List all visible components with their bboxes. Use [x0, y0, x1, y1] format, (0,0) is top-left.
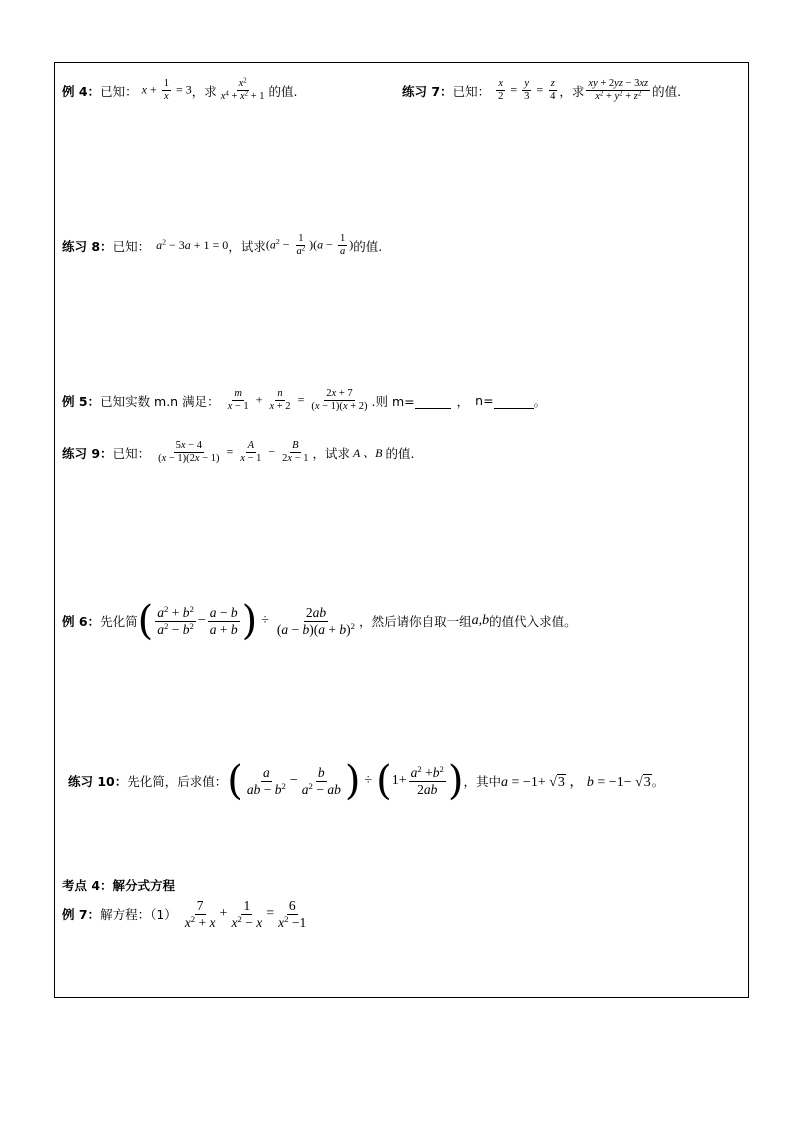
practice-8: 练习 8： 已知： $a^2 - 3a + 1 = 0$ ，试求 ($a^2$ − $\frac{1}{a^2}$ )(a − $\frac{1}{a}$ ) 的值. — [62, 233, 383, 258]
pr8-target: ($a^2$ − $\frac{1}{a^2}$ )(a − $\frac{1}{a}$ ) — [265, 233, 354, 258]
ex4-given: x + $\frac{1}{x}$ = 3 — [141, 78, 192, 103]
example-7: 例 7： 解方程：（1） $\frac{7}{x^2 + x}$ + $\frac{1}{x^2 - x}$ = $\frac{6}{x^2 -1}$ — [62, 898, 310, 930]
practice-7: 练习 7： 已知： $\frac{x}{2}$ = $\frac{y}{3}$ = $\frac{z}{4}$ ，求 $\frac{xy + 2yz - 3xz}{x^2 + y^2 + z^2}$ 的值. — [402, 78, 682, 103]
practice-10-label: 练习 10： — [68, 774, 128, 789]
example-5: 例 5： 已知实数 m.n 满足： $\frac{m}{x - 1}$ + $\frac{n}{x + 2}$ = $\frac{2x + 7}{(x - 1)(x + 2)}$ .则 m= ， n= 。 — [62, 388, 547, 413]
ex7-equation: $\frac{7}{x^2 + x}$ + $\frac{1}{x^2 - x}$ = $\frac{6}{x^2 -1}$ — [184, 898, 307, 930]
example-4-label: 例 4： — [62, 83, 101, 99]
key-point-4 — [62, 876, 175, 894]
practice-9: 练习 9： 已知： $\frac{5x - 4}{(x - 1)(2x - 1)}$ = $\frac{A}{x - 1}$ − $\frac{B}{2x - 1}$ ，试求 A 、B 的值. — [62, 440, 415, 465]
pr7-given: $\frac{x}{2}$ = $\frac{y}{3}$ = $\frac{z}{4}$ — [498, 78, 556, 103]
ex5-equation: $\frac{m}{x - 1}$ + $\frac{n}{x + 2}$ = $\frac{2x + 7}{(x - 1)(x + 2)}$ — [227, 388, 368, 413]
pr10-values: a = −1+ √3 ， b = −1− √3 — [501, 775, 651, 790]
worksheet-frame — [54, 62, 749, 998]
example-6: 例 6： 先化简 ( $\frac{a^2 + b^2}{a^2 - b^2}$ − $\frac{a - b}{a + b}$ ) ÷ $\frac{2ab}{(a - b)(a + b)^2}$ ，然后请你自取一组 a,b 的值代入求值。 — [62, 598, 577, 644]
practice-8-label: 练习 8： — [62, 238, 113, 254]
example-6-label: 例 6： — [62, 614, 101, 629]
ex4-target: $\frac{x^2}{x^4 + x^2 + 1}$ — [220, 77, 265, 103]
key-point-4-heading: 考点 4：解分式方程 — [62, 878, 176, 893]
answer-blank-n[interactable] — [494, 393, 534, 409]
pr10-expression: ( $\frac{a}{ab - b^2}$ − $\frac{b}{a^2 - ab}$ ) ÷ ( 1+ $\frac{a^2 +b^2}{2ab}$ ) — [227, 758, 464, 804]
ex6-expression: ( $\frac{a^2 + b^2}{a^2 - b^2}$ − $\frac{a - b}{a + b}$ ) ÷ $\frac{2ab}{(a - b)(a + b)^2}$ — [137, 598, 356, 644]
practice-10: 练习 10： 先化简，后求值： ( $\frac{a}{ab - b^2}$ − $\frac{b}{a^2 - ab}$ ) ÷ ( 1+ $\frac{a^2 +b^2}{2ab}$ ) ，其中 a = −1+ √3 ， b = −1− √3 。 — [68, 758, 665, 804]
example-7-label: 例 7： — [62, 907, 101, 923]
practice-7-label: 练习 7： — [402, 83, 453, 99]
pr9-equation: $\frac{5x - 4}{(x - 1)(2x - 1)}$ = $\frac{A}{x - 1}$ − $\frac{B}{2x - 1}$ — [158, 440, 309, 465]
pr7-target: $\frac{xy + 2yz - 3xz}{x^2 + y^2 + z^2}$ — [588, 78, 649, 103]
practice-9-label: 练习 9： — [62, 445, 113, 461]
example-5-label: 例 5： — [62, 393, 101, 409]
example-4: 例 4： 已知： x + $\frac{1}{x}$ = 3 ，求 $\frac{x^2}{x^4 + x^2 + 1}$ 的值. — [62, 77, 298, 103]
pr8-given: $a^2 - 3a + 1 = 0$ — [156, 237, 229, 253]
answer-blank-m[interactable] — [415, 393, 451, 409]
